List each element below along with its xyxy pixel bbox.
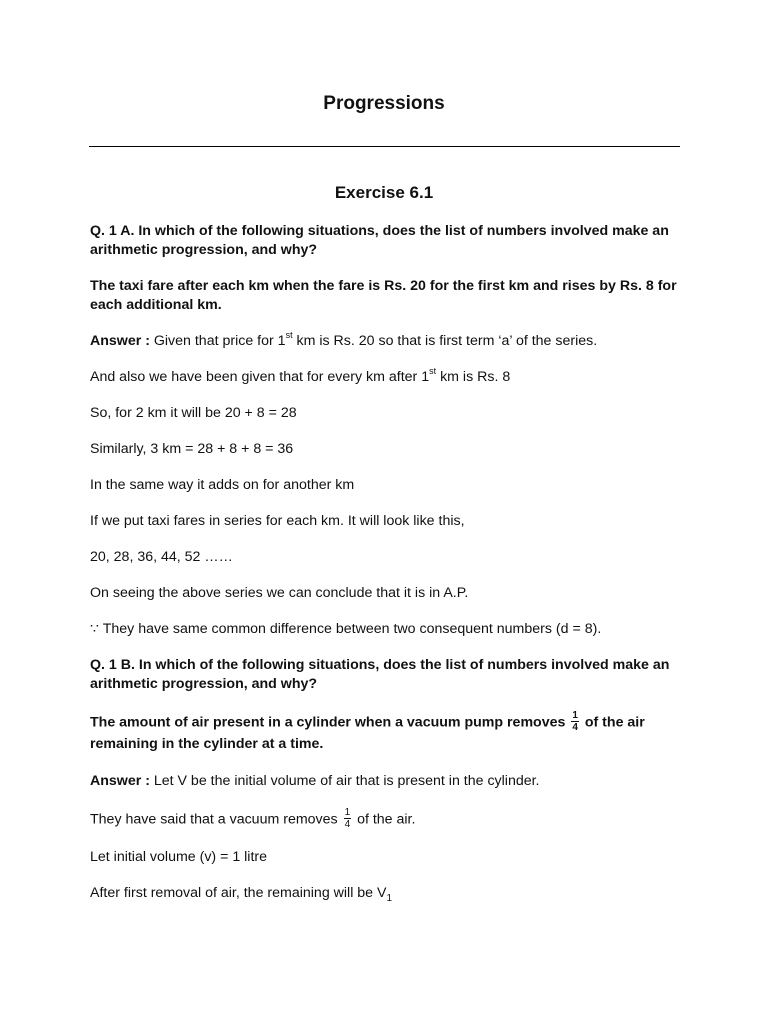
superscript: st [285, 330, 293, 341]
answer-line [90, 808, 682, 831]
answer-text: They have said that a vacuum removes [90, 811, 342, 828]
answer-text: km is Rs. 20 so that is first term ‘a’ of the series. [292, 333, 598, 349]
fraction-numerator: 1 [344, 807, 351, 818]
title-divider [89, 146, 680, 147]
answer-text: of the air. [353, 811, 416, 828]
answer-text: And also we have been given that for every km after 1 [90, 369, 430, 385]
fraction-denominator: 4 [344, 819, 351, 830]
page-title: Progressions [323, 93, 445, 114]
answer-1a-intro [90, 332, 682, 351]
answer-line: On seeing the above series we can conclude that it is in A.P. [90, 585, 469, 601]
answer-text: After first removal of air, the remaining will be V [90, 885, 387, 901]
question-1a-situation: The taxi fare after each km when the fare is Rs. 20 for the first km and rises by Rs. 8 for each additional km. [90, 278, 677, 313]
superscript: st [429, 366, 437, 377]
document-body [90, 222, 682, 920]
answer-label: Answer : [90, 773, 150, 789]
situation-text: of the air remaining in the cylinder at a time. [90, 714, 645, 752]
answer-line: So, for 2 km it will be 20 + 8 = 28 [90, 405, 297, 421]
answer-line [90, 884, 682, 903]
subscript: 1 [386, 892, 393, 904]
answer-conclusion: ∵ They have same common difference between two consequent numbers (d = 8). [90, 621, 602, 637]
answer-line: If we put taxi fares in series for each km. It will look like this, [90, 513, 465, 529]
fraction [344, 807, 352, 830]
answer-series: 20, 28, 36, 44, 52 …… [90, 549, 233, 565]
answer-text: Let V be the initial volume of air that is present in the cylinder. [149, 773, 540, 789]
answer-1b-intro [90, 772, 682, 791]
answer-text: Given that price for 1 [149, 333, 286, 349]
answer-line: Similarly, 3 km = 28 + 8 + 8 = 36 [90, 441, 294, 457]
answer-line: In the same way it adds on for another km [90, 477, 355, 493]
question-1b-situation [90, 711, 682, 755]
situation-text: The amount of air present in a cylinder when a vacuum pump removes [90, 714, 570, 731]
fraction-numerator: 1 [572, 710, 578, 721]
question-1a: Q. 1 A. In which of the following situations, does the list of numbers involved make an arithmetic progression, and why? [90, 223, 669, 258]
answer-line [90, 368, 682, 387]
fraction-denominator: 4 [572, 722, 578, 733]
answer-text: km is Rs. 8 [436, 369, 511, 385]
question-1b: Q. 1 B. In which of the following situations, does the list of numbers involved make an arithmetic progression, and why? [90, 657, 670, 692]
answer-label: Answer : [90, 333, 150, 349]
answer-line: Let initial volume (v) = 1 litre [90, 849, 268, 865]
fraction [571, 710, 579, 733]
exercise-heading: Exercise 6.1 [334, 183, 434, 202]
